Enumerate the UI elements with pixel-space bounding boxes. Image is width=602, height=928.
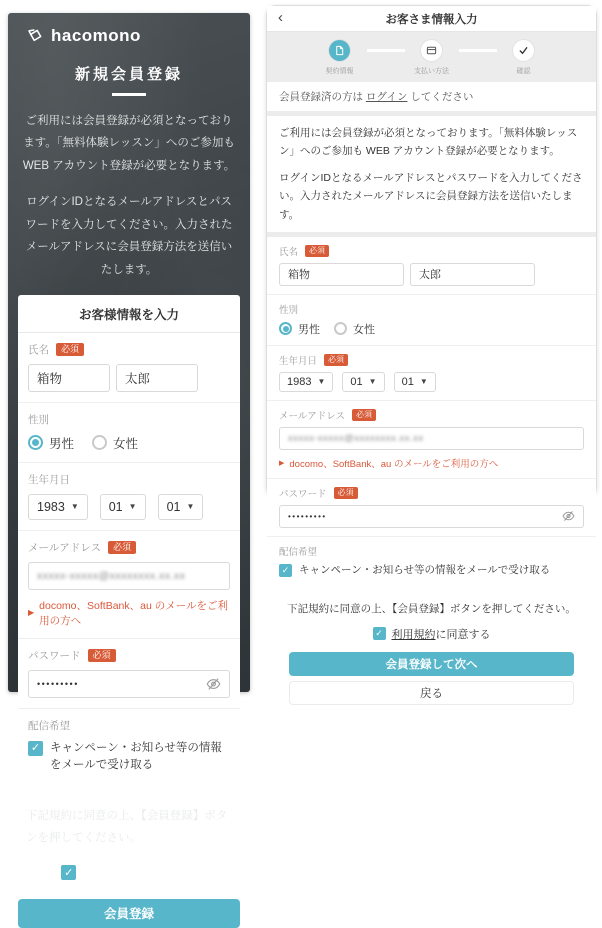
intro-paragraph-1: ご利用には会員登録が必須となっております。「無料体験レッスン」へのご参加も WEB アカウント登録が必要となります。 [22, 115, 236, 172]
consent-text: 下記規約に同意の上、【会員登録】ボタンを押してください。 [26, 810, 228, 844]
chevron-down-icon: ▼ [70, 502, 79, 512]
newsletter-checkbox-row[interactable] [279, 563, 584, 579]
consent-section [267, 592, 596, 715]
credit-card-icon [421, 40, 442, 61]
step-connector [367, 49, 405, 52]
register-next-button[interactable]: 会員登録して次へ [289, 652, 574, 676]
terms-suffix: に同意する [134, 865, 197, 880]
arrow-right-icon: ▶ [279, 459, 285, 467]
chevron-down-icon: ▼ [128, 502, 137, 512]
radio-selected-icon [28, 435, 43, 450]
document-icon [329, 40, 350, 61]
birth-month-select[interactable]: 01 ▼ [342, 372, 384, 392]
progress-stepper [267, 32, 596, 82]
name-field-row [18, 333, 240, 402]
radio-unselected-icon [334, 322, 347, 335]
required-badge: 必須 [305, 245, 329, 257]
password-dots: ••••••••• [288, 511, 327, 521]
gender-label: 性別 [279, 304, 299, 316]
password-input[interactable] [28, 670, 230, 698]
chevron-down-icon: ▼ [419, 377, 428, 387]
terms-row [373, 626, 491, 642]
birth-day-select[interactable]: 01 ▼ [394, 372, 436, 392]
email-field-row [267, 400, 596, 478]
chevron-down-icon: ▼ [186, 502, 195, 512]
login-note: 会員登録済の方は ログイン してください [267, 82, 596, 111]
panel-title: お客さま情報入力 [385, 13, 478, 26]
newsletter-checkbox-row[interactable] [28, 740, 230, 775]
email-label: メールアドレス [279, 410, 346, 422]
birthdate-field-row [267, 345, 596, 400]
intro-paragraph-1: ご利用には会員登録が必須となっております。「無料体験レッスン」へのご参加も WEB アカウント登録が必要となります。 [279, 127, 578, 158]
terms-checkbox[interactable]: ✓ [373, 627, 386, 640]
required-badge: 必須 [108, 541, 136, 554]
gender-label: 性別 [28, 413, 49, 426]
intro-paragraph-2: ログインIDとなるメールアドレスとパスワードを入力してください。入力されたメールアドレスに会員登録方法を送信いたします。 [279, 171, 583, 221]
email-input[interactable] [28, 562, 230, 590]
arrow-right-icon: ▶ [28, 608, 35, 618]
password-dots: ••••••••• [37, 678, 79, 689]
newsletter-text: キャンペーン・お知らせ等の情報をメールで受け取る [299, 563, 551, 576]
intro-paragraph-2: ログインIDとなるメールアドレスとパスワードを入力してください。入力されたメールアドレスに会員登録方法を送信いたします。 [25, 196, 233, 276]
step-payment-method: 支払い方法 [405, 40, 459, 76]
checkbox-checked-icon: ✓ [279, 564, 292, 577]
register-button[interactable]: 会員登録 [18, 899, 240, 928]
birth-year-select[interactable]: 1983 ▼ [279, 372, 333, 392]
page-title: 新規会員登録 [74, 66, 183, 83]
delivery-label: 配信希望 [28, 719, 70, 732]
name-label: 氏名 [28, 343, 49, 356]
redacted-email-value: xxxxx-xxxxx@xxxxxxxx.xx.xx [37, 569, 186, 582]
first-name-input[interactable] [410, 263, 535, 286]
checkbox-checked-icon: ✓ [28, 741, 43, 756]
name-label: 氏名 [279, 246, 299, 258]
male-label: 男性 [49, 436, 75, 451]
email-input[interactable] [279, 427, 584, 450]
first-name-input[interactable] [116, 364, 198, 392]
last-name-input[interactable] [279, 263, 404, 286]
customer-info-card [18, 295, 240, 785]
redacted-email-value: xxxxx-xxxxx@xxxxxxxx.xx.xx [288, 432, 424, 444]
brand-logo [8, 13, 250, 46]
birth-month-select[interactable]: 01 ▼ [100, 494, 146, 520]
form-section [267, 237, 596, 587]
terms-suffix: に同意する [435, 628, 491, 641]
step-contract-info: 契約情報 [313, 40, 367, 76]
required-badge: 必須 [324, 354, 348, 366]
title-underline [112, 93, 146, 96]
birthdate-field-row [18, 462, 240, 530]
back-chevron-icon[interactable]: ‹ [278, 9, 283, 26]
gender-field-row [267, 294, 596, 345]
password-label: パスワード [28, 649, 81, 662]
radio-unselected-icon [92, 435, 107, 450]
gender-female-radio[interactable] [92, 434, 138, 452]
terms-checkbox[interactable]: ✓ [61, 865, 76, 880]
gender-male-radio[interactable] [28, 434, 74, 452]
hacomono-box-icon [26, 27, 45, 46]
password-field-row [18, 638, 240, 708]
customer-info-panel-light [266, 5, 597, 700]
eye-off-icon[interactable] [206, 676, 221, 691]
consent-text: 下記規約に同意の上、【会員登録】ボタンを押してください。 [287, 602, 576, 615]
birth-year-select[interactable]: 1983 ▼ [28, 494, 88, 520]
carrier-mail-link[interactable]: ▶ docomo、SoftBank、au のメールをご利用の方へ [279, 458, 499, 470]
password-label: パスワード [279, 488, 327, 500]
radio-selected-icon [279, 322, 292, 335]
birthdate-label: 生年月日 [28, 473, 70, 486]
female-label: 女性 [113, 436, 139, 451]
gender-male-radio[interactable]: 男性 [279, 321, 320, 337]
required-badge: 必須 [56, 343, 84, 356]
carrier-mail-link[interactable]: ▶ docomo、SoftBank、au のメールをご利用の方へ [28, 599, 229, 627]
required-badge: 必須 [352, 409, 376, 421]
gender-field-row [18, 402, 240, 462]
email-label: メールアドレス [28, 541, 101, 554]
newsletter-text: キャンペーン・お知らせ等の情報をメールで受け取る [50, 741, 222, 772]
panel-header [267, 6, 596, 32]
password-input[interactable] [279, 505, 584, 528]
birthdate-label: 生年月日 [279, 355, 318, 367]
check-icon [513, 40, 534, 61]
email-field-row [18, 530, 240, 638]
terms-row [8, 863, 250, 881]
newsletter-field-row [267, 536, 596, 587]
brand-name: hacomono [51, 26, 141, 45]
birth-day-select[interactable]: 01 ▼ [158, 494, 204, 520]
step-connector [459, 49, 497, 52]
chevron-down-icon: ▼ [368, 377, 377, 387]
required-badge: 必須 [334, 487, 358, 499]
step-confirm: 確認 [497, 40, 551, 76]
terms-link[interactable]: 利用規約 [84, 865, 135, 880]
name-field-row [267, 237, 596, 294]
chevron-down-icon: ▼ [317, 377, 326, 387]
last-name-input[interactable] [28, 364, 110, 392]
delivery-label: 配信希望 [279, 546, 318, 558]
required-badge: 必須 [88, 649, 116, 662]
signup-panel-dark [8, 13, 250, 922]
card-title: お客様情報を入力 [18, 295, 240, 333]
gender-female-radio[interactable]: 女性 [334, 321, 375, 337]
newsletter-field-row [18, 708, 240, 785]
back-button[interactable]: 戻る [289, 681, 574, 705]
password-field-row [267, 478, 596, 536]
terms-link[interactable]: 利用規約 [391, 628, 436, 641]
eye-off-icon[interactable] [562, 510, 575, 523]
intro-section [267, 116, 596, 232]
login-link[interactable]: ログイン [365, 91, 408, 103]
